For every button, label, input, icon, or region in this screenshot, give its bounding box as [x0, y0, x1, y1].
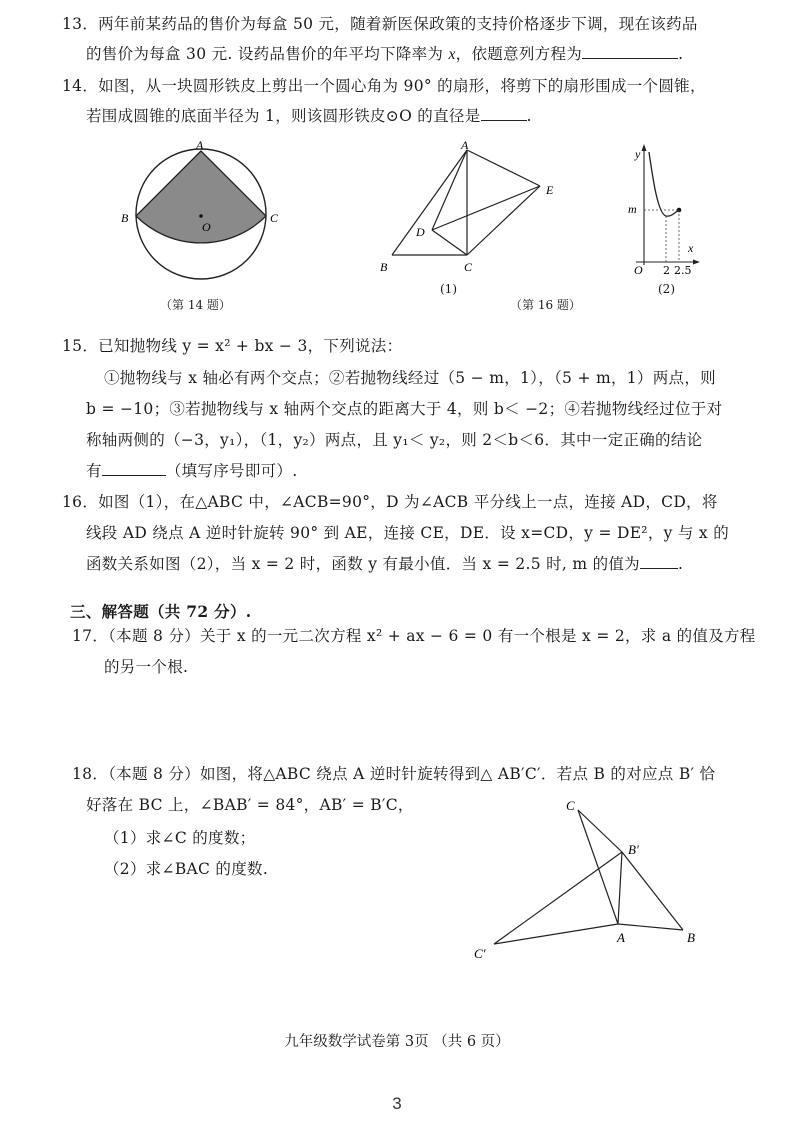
fig14-center-point: [199, 214, 203, 218]
q16-line3: [86, 552, 683, 574]
section3-title: 三、解答题（共 72 分）.: [70, 602, 252, 621]
q15-line3: b = −10；③若抛物线与 x 轴两个交点的距离大于 4，则 b＜ −2；④若抛物线经过位于对: [86, 400, 723, 418]
q14-line2: [86, 104, 532, 126]
fig14-label-o: O: [202, 220, 211, 234]
q18-line1: 18．（本题 8 分）如图，将△ABC 绕点 A 逆时针旋转得到△ AB′C′．若点 B 的对应点 B′ 恰: [72, 765, 716, 783]
q14-answer-blank[interactable]: [481, 106, 527, 121]
figure-16-1: [372, 140, 572, 280]
figure-16-2: [622, 140, 702, 280]
q17-line2: 的另一个根.: [104, 658, 189, 676]
q18-sub2: （2）求∠BAC 的度数.: [104, 860, 269, 878]
q13-answer-blank[interactable]: [582, 44, 678, 59]
q15-answer-blank[interactable]: [102, 461, 166, 476]
fig16-label-b: B: [380, 260, 388, 274]
fig16-2-curve: [649, 152, 679, 216]
q17-line1: 17．（本题 8 分）关于 x 的一元二次方程 x² + ax − 6 = 0 有一个根是 x = 2，求 a 的值及方程: [72, 627, 756, 645]
fig18-label-a: A: [617, 930, 625, 945]
fig16-2-tick-2-5: 2.5: [674, 264, 692, 277]
q13-line2-text-b: ，依题意列方程为: [455, 45, 583, 63]
figure-14: [112, 140, 284, 280]
q15-line5-text: 有: [86, 462, 102, 480]
fig16-label-a: A: [461, 140, 469, 152]
q16-answer-blank[interactable]: [640, 554, 678, 569]
q16-line2: 线段 AD 绕点 A 逆时针旋转 90° 到 AE，连接 CE，DE．设 x=CD，y = DE²，y 与 x 的: [86, 524, 730, 542]
q16-line1: 16．如图（1），在△ABC 中，∠ACB=90°，D 为∠ACB 平分线上一点，连接 AD，CD，将: [62, 493, 718, 511]
q15-line5-hint: （填写序号即可）.: [165, 462, 298, 480]
q18-sub1: （1）求∠C 的度数；: [104, 829, 256, 847]
q16-line3-text: 函数关系如图（2），当 x = 2 时，函数 y 有最小值．当 x = 2.5 时, m 的值为: [86, 555, 640, 573]
fig18-label-b: B: [687, 930, 695, 945]
fig14-caption: （第 14 题）: [160, 298, 231, 312]
fig16-label-e: E: [546, 183, 554, 197]
q16-period: .: [678, 555, 684, 573]
fig16-label-d: D: [416, 225, 425, 239]
q18-line2: 好落在 BC 上，∠BAB′ = 84°，AB′ = B′C，: [86, 796, 414, 814]
q13-line1: 13．两年前某药品的售价为每盒 50 元，随着新医保政策的支持价格逐步下调，现在该药品: [62, 15, 698, 33]
fig18-label-c-prime: C′: [474, 946, 486, 961]
fig16-2-label-o: O: [634, 263, 643, 277]
fig16-caption: （第 16 题）: [510, 298, 581, 312]
q13-variable: x: [448, 46, 456, 63]
q13-period: .: [678, 45, 684, 63]
q15-line4: 称轴两侧的（−3，y₁），（1，y₂）两点，且 y₁＜ y₂，则 2＜b＜6．其中一定正确的结论: [86, 431, 703, 449]
fig14-label-a: A: [196, 140, 204, 152]
fig18-label-c: C: [566, 798, 575, 813]
q13-line2: [86, 42, 683, 64]
fig14-label-b: B: [121, 211, 129, 225]
page-number: 3: [392, 1094, 402, 1113]
fig16-2-label-y: y: [635, 147, 641, 161]
page-footer: 九年级数学试卷第 3页 （共 6 页）: [284, 1034, 510, 1050]
fig16-2-label-x: x: [688, 241, 694, 255]
q14-period: .: [526, 107, 532, 125]
fig16-1-caption: (1): [440, 282, 457, 296]
figure-18: [468, 794, 708, 966]
fig16-2-label-m: m: [628, 202, 637, 216]
q14-line2-text: 若围成圆锥的底面半径为 1，则该圆形铁皮⊙O 的直径是: [86, 107, 481, 125]
fig18-label-b-prime: B′: [628, 842, 639, 857]
fig16-label-c: C: [464, 260, 473, 274]
fig14-sector: [136, 151, 266, 243]
fig16-2-tick-2: 2: [663, 264, 670, 277]
q13-line2-text: 的售价为每盒 30 元. 设药品售价的年平均下降率为: [86, 45, 444, 63]
q15-line2: ①抛物线与 x 轴必有两个交点；②若抛物线经过（5 − m，1），（5 + m，1）两点，则: [104, 369, 716, 387]
q15-line5: [86, 459, 297, 481]
q14-line1: 14．如图，从一块圆形铁皮上剪出一个圆心角为 90° 的扇形，将剪下的扇形围成一个圆锥，: [62, 77, 706, 95]
fig16-2-caption: (2): [658, 282, 675, 296]
q15-line1: 15．已知抛物线 y = x² + bx − 3，下列说法：: [62, 337, 403, 355]
fig14-label-c: C: [270, 211, 279, 225]
